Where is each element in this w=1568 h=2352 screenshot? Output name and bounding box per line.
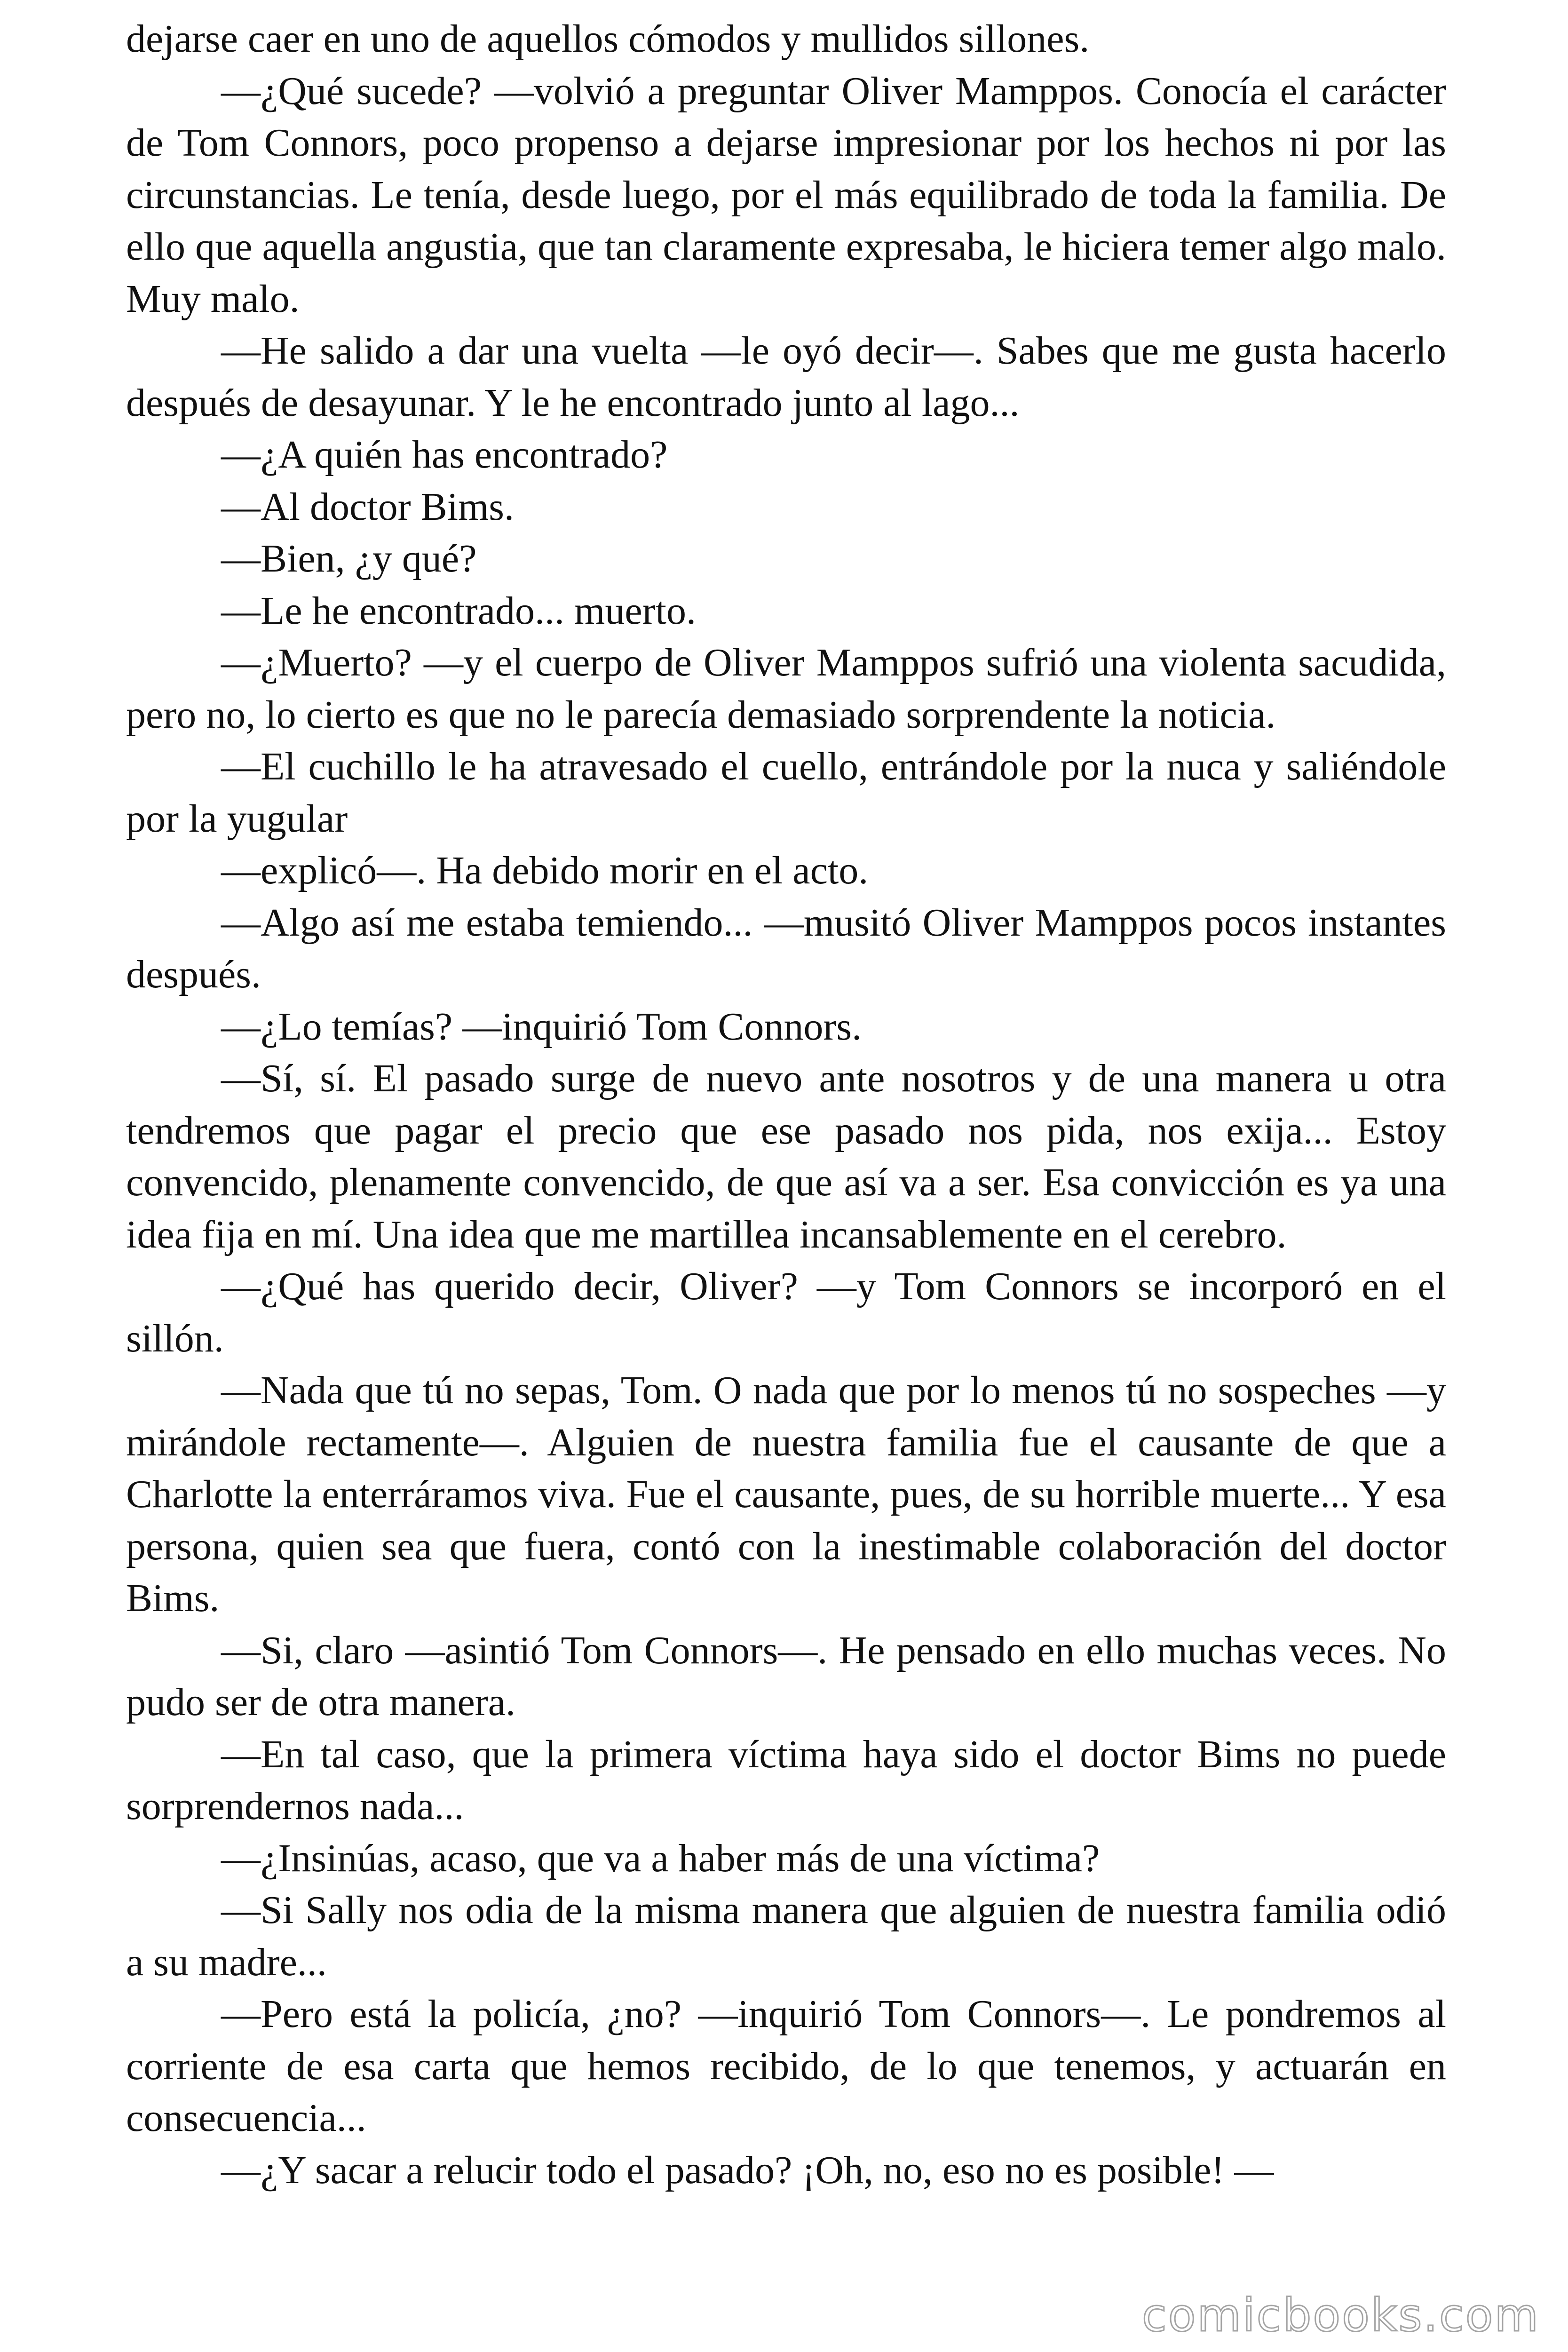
paragraph: —Sí, sí. El pasado surge de nuevo ante nosotros y de una manera u otra tendremos que pagar el precio que ese pasado nos pida, nos exija... Estoy convencido, plenamente convencido, de que así va a ser. Esa convicción es ya una idea fija en mí. Una idea que me martillea incansablemente en el cerebro. bbox=[126, 1057, 1446, 1256]
paragraph: —Al doctor Bims. bbox=[221, 485, 514, 529]
paragraph: dejarse caer en uno de aquellos cómodos y mullidos sillones. bbox=[126, 17, 1090, 61]
paragraph: —¿Insinúas, acaso, que va a haber más de una víctima? bbox=[221, 1836, 1100, 1880]
paragraph: —¿Muerto? —y el cuerpo de Oliver Mamppos sufrió una violenta sacudida, pero no, lo cierto es que no le parecía demasiado sorprendente la noticia. bbox=[126, 641, 1446, 737]
paragraph: —¿Qué sucede? —volvió a preguntar Oliver Mamppos. Conocía el carácter de Tom Connors, poco propenso a dejarse impresionar por los hechos ni por las circunstancias. Le tenía, desde luego, por el más equilibrado de toda la familia. De ello que aquella angustia, que tan claramente expresaba, le hiciera temer algo malo. Muy malo. bbox=[126, 69, 1446, 321]
watermark-logo: comicbooks.com bbox=[1141, 2289, 1540, 2342]
paragraph: —¿Qué has querido decir, Oliver? —y Tom Connors se incorporó en el sillón. bbox=[126, 1264, 1446, 1360]
paragraph: —Si, claro —asintió Tom Connors—. He pensado en ello muchas veces. No pudo ser de otra manera. bbox=[126, 1628, 1446, 1724]
paragraph: —Nada que tú no sepas, Tom. O nada que por lo menos tú no sospeches —y mirándole rectamente—. Alguien de nuestra familia fue el causante de que a Charlotte la enterráramos viva. Fue el causante, pues, de su horrible muerte... Y esa persona, quien sea que fuera, contó con la inestimable colaboración del doctor Bims. bbox=[126, 1368, 1446, 1620]
paragraph: —¿Y sacar a relucir todo el pasado? ¡Oh, no, eso no es posible! — bbox=[221, 2148, 1274, 2192]
paragraph: —El cuchillo le ha atravesado el cuello, entrándole por la nuca y saliéndole por la yugular bbox=[126, 745, 1446, 841]
paragraph: —Bien, ¿y qué? bbox=[221, 537, 477, 580]
paragraph: —En tal caso, que la primera víctima haya sido el doctor Bims no puede sorprendernos nada... bbox=[126, 1732, 1446, 1828]
paragraph: —¿A quién has encontrado? bbox=[221, 433, 668, 477]
paragraph: —Pero está la policía, ¿no? —inquirió Tom Connors—. Le pondremos al corriente de esa carta que hemos recibido, de lo que tenemos, y actuarán en consecuencia... bbox=[126, 1992, 1446, 2140]
paragraph: —Si Sally nos odia de la misma manera que alguien de nuestra familia odió a su madre... bbox=[126, 1888, 1446, 1984]
page-text-body bbox=[126, 0, 1446, 2196]
paragraph: —explicó—. Ha debido morir en el acto. bbox=[221, 849, 869, 892]
paragraph: —He salido a dar una vuelta —le oyó decir—. Sabes que me gusta hacerlo después de desayunar. Y le he encontrado junto al lago... bbox=[126, 329, 1446, 425]
paragraph: —Algo así me estaba temiendo... —musitó Oliver Mamppos pocos instantes después. bbox=[126, 900, 1446, 996]
paragraph: —Le he encontrado... muerto. bbox=[221, 588, 696, 633]
paragraph: —¿Lo temías? —inquirió Tom Connors. bbox=[221, 1004, 862, 1049]
